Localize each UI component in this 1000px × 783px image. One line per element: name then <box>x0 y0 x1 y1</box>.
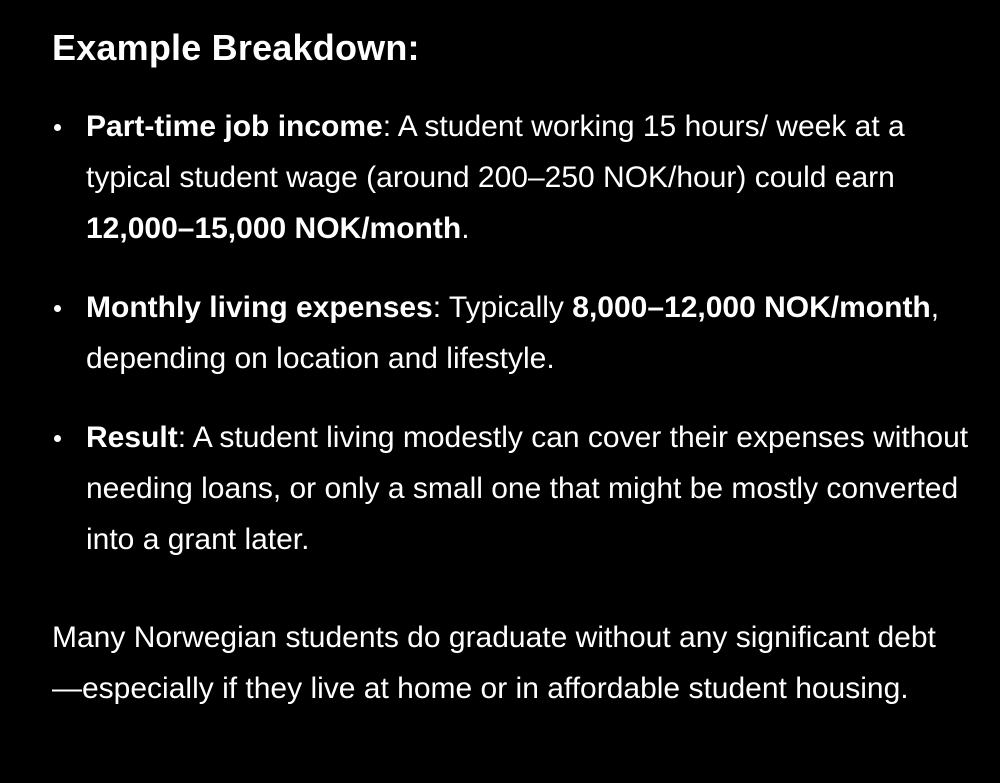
bullet-dot-icon <box>54 124 61 131</box>
bullet-dot-icon <box>54 305 61 312</box>
list-item-living-expenses <box>52 282 966 384</box>
list-item-separator: : <box>382 110 398 143</box>
list-item-title: Result <box>86 421 178 454</box>
list-item-text: Typically <box>448 291 573 324</box>
list-item-highlight: 8,000–12,000 NOK/month <box>572 291 931 324</box>
closing-paragraph: Many Norwegian students do graduate without any significant debt—especially if they live at home or in affordable student housing. <box>52 621 936 705</box>
bullet-dot-icon <box>54 435 61 442</box>
list-item-end: , depending on location and lifestyle. <box>86 291 940 375</box>
list-item-result <box>52 412 976 565</box>
list-item-separator: : <box>177 421 193 454</box>
list-item-text: A student living modestly can cover their expenses without needing loans, or only a small one that might be mostly converted into a grant later. <box>86 421 969 556</box>
list-item-text: A student working 15 hours/ week at a typical student wage (around 200–250 NOK/hour) could earn <box>86 110 905 194</box>
breakdown-list <box>52 101 969 565</box>
list-item-title: Part-time job income <box>86 110 383 143</box>
list-item-part-time-income <box>52 101 976 254</box>
list-item-separator: : <box>432 291 449 324</box>
section-heading: Example Breakdown: <box>52 27 420 68</box>
list-item-highlight: 12,000–15,000 NOK/month <box>86 212 462 245</box>
list-item-title: Monthly living expenses <box>86 291 433 324</box>
list-item-end: . <box>461 212 470 245</box>
